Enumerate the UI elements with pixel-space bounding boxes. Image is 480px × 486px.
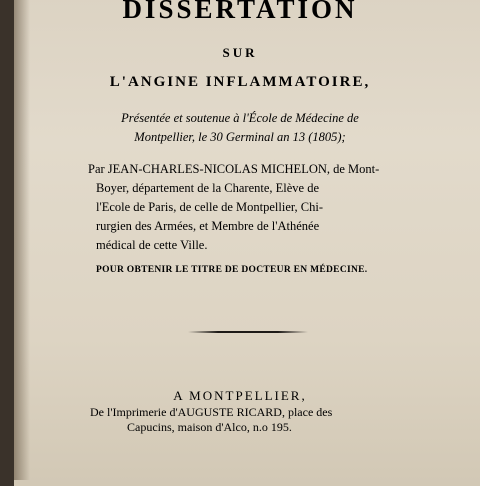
imprint-city: A MONTPELLIER, xyxy=(173,388,307,403)
decorative-rule xyxy=(188,331,308,333)
presented-line-1: Présentée et soutenue à l'École de Médecine de xyxy=(121,111,359,125)
author-line-5: médical de cette Ville. xyxy=(96,238,208,252)
presented-line-2: Montpellier, le 30 Germinal an 13 (1805); xyxy=(134,130,346,144)
book-gutter-shadow xyxy=(14,0,30,480)
degree-purpose: POUR OBTENIR LE TITRE DE DOCTEUR EN MÉDECINE. xyxy=(96,265,368,275)
author-line-4: rurgien des Armées, et Membre de l'Athénée xyxy=(96,219,320,233)
subject-heading: L'ANGINE INFLAMMATOIRE, xyxy=(109,74,371,90)
sur-word: SUR xyxy=(222,45,258,60)
author-line-2: Boyer, département de la Charente, Elève de xyxy=(96,181,320,195)
imprint-line-1: De l'Imprimerie d'AUGUSTE RICARD, place des xyxy=(90,405,333,419)
dissertation-title: DISSERTATION xyxy=(122,0,358,24)
imprint-line-2: Capucins, maison d'Alco, n.o 195. xyxy=(127,420,292,434)
author-line-1: Par JEAN-CHARLES-NICOLAS MICHELON, de Mont- xyxy=(88,162,380,176)
author-line-3: l'Ecole de Paris, de celle de Montpellier, Chi- xyxy=(96,200,324,214)
